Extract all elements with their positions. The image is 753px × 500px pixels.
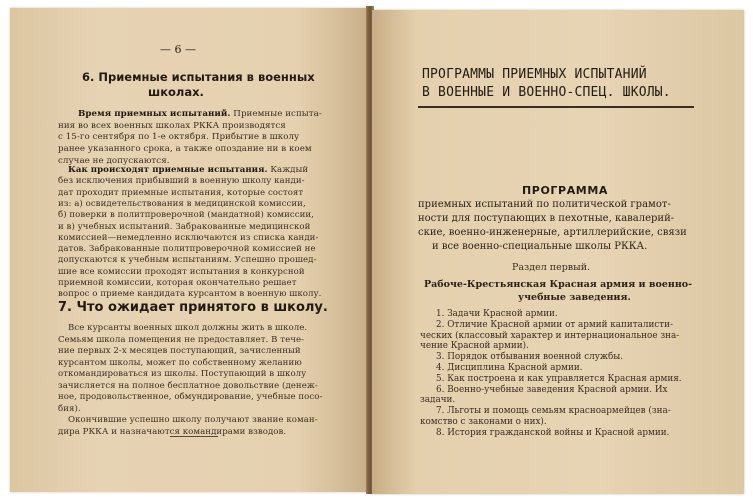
program-item: ческих (классовый характер и интернациональное зна- [420,330,680,341]
end-rule [170,436,218,437]
line-text: из: а) освидетельствования в медицинской комиссии, [58,198,306,209]
text-line [68,416,318,425]
page-number-row: — 6 — [160,43,196,56]
line-text: ранее указанного срока, а также опоздание ни в коем [58,144,312,155]
line-text: Все курсанты военных школ должны жить в школе. [68,323,308,333]
line-text: дат проходит приемные испытания, которые состоят [58,187,304,198]
text-line [58,145,312,154]
program-item: чение Красной армии). [420,341,529,352]
text-line [58,370,306,379]
text-line [58,382,318,391]
program-item: 4. Дисциплина Красной армии. [436,363,583,373]
line-text: ное, продовольственное, обмундирование, учебные посо- [58,392,323,402]
section6-title-line2: школах. [148,85,204,99]
program-description-line: и все военно-специальные школы РККА. [432,241,648,252]
line-text: вопрос о приеме кандидата курсантом в военную школу. [58,289,322,300]
line-text: комиссией—немедленно исключаются из списка канди- [58,232,319,243]
line-text: зачисляется на полное бесплатное довольствие (денеж- [58,380,318,391]
program-item: 1. Задачи Красной армии. [436,309,558,319]
text-line [58,290,321,299]
text-line [58,359,302,368]
text-line [58,428,286,437]
title-underline [418,106,694,108]
line-text: без исключения прибывший в военную школу канди- [58,176,305,187]
text-line [58,200,306,209]
section-label: Раздел первый. [512,262,591,273]
program-description-line: ности для поступающих в пехотные, кавалерий- [418,213,675,224]
text-line [58,393,322,402]
text-line [78,110,322,119]
program-heading: ПРОГРАММА [522,184,609,197]
program-description-line: ские, военно-инженерные, артиллерийские, связи [418,227,687,238]
program-item: 7. Льготы и помощь семьям красноармейцев (зна- [436,406,671,417]
section7-title: 7. Что ожидает принятого в школу. [58,300,328,315]
program-item: задачи. [420,395,456,406]
text-line [58,256,316,265]
main-title-line2: В ВОЕННЫЕ И ВОЕННО-СПЕЦ. ШКОЛЫ. [422,85,671,100]
text-line [58,211,314,220]
line-text: б) поверки в политпроверочной (мандатной) комиссии, [58,210,314,221]
line-text: курсантом школы, может по собственному желанию [58,357,302,368]
line-text: датов. Забракованные политпроверочной комиссией не [58,244,316,255]
line-text: шие все комиссии проходят испытания в конкурсной [58,266,305,277]
line-text: допускаются к учебным испытаниям. Успешно прошед- [58,255,317,266]
line-text: и в) учебных испытаний. Забракованные медицинской [58,221,311,232]
bold-lead: Как происходят приемные испытания. [68,165,268,175]
section6-title-line1: 6. Приемные испытания в военных [82,70,315,84]
line-text: приемной комиссии, которая окончательно решает [58,278,297,288]
program-item: 8. История гражданской войны и Красной армии. [436,427,670,438]
line-text: Приемные испыта- [230,109,322,119]
program-item: 3. Порядок отбывания военной службы. [436,352,624,363]
text-line [58,223,310,232]
text-line [58,405,81,414]
text-line [58,347,301,356]
program-description-line: приемных испытаний по политической грамот- [418,199,671,210]
bold-lead: Время приемных испытаний. [78,109,231,119]
text-line [68,166,308,175]
text-line [68,324,307,333]
right-page [372,10,744,494]
page-number: 6 [174,43,182,56]
text-line [58,245,316,254]
line-text: дира РККА и назначаются командирами взводов. [58,426,287,437]
line-text: Окончившие успешно школу получают звание коман- [68,415,318,425]
text-line [58,133,299,142]
line-text: откомандироваться из школы. Поступающий в школу [58,369,307,379]
line-text: Семьям школа помещения не предоставляет. В тече- [58,334,305,345]
line-text: случае не допускаются. [58,155,170,166]
text-line [58,234,318,243]
text-line [58,189,303,198]
line-text: ние первых 2-х месяцев поступающий, зачисленный [58,346,301,356]
text-line [58,177,305,186]
text-line [58,336,304,345]
text-line [58,122,286,131]
line-text: с 15-го сентября по 1-е октября. Прибытие в школу [58,132,300,143]
line-text: бия). [58,403,81,414]
program-item: 6. Военно-учебные заведения Красной армии. Их [436,384,668,395]
program-item: комство с законами о них). [420,417,547,427]
text-line [58,279,297,288]
left-page [10,8,368,492]
program-item: 2. Отличие Красной армии от армий капиталисти- [436,319,673,330]
text-line [58,268,305,277]
section-title-line1: Рабоче-Крестьянская Красная армия и военно- [424,279,693,290]
line-text: ния во всех военных школах РККА производятся [58,120,286,131]
main-title-line1: ПРОГРАММЫ ПРИЕМНЫХ ИСПЫТАНИЙ [422,67,647,82]
section-title-line2: учебные заведения. [518,292,631,303]
program-item: 5. Как построена и как управляется Красная армия. [436,373,682,384]
line-text: Каждый [267,165,309,175]
